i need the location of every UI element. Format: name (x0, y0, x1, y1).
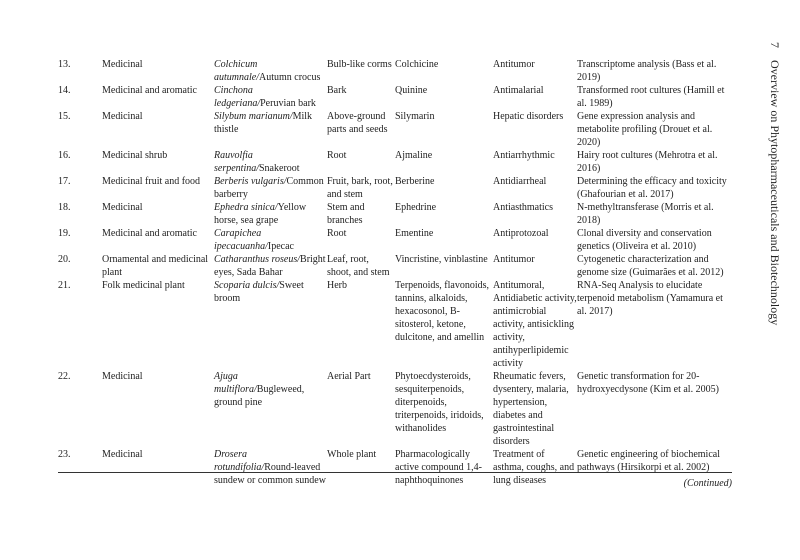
common-name: Autumn crocus (259, 72, 321, 83)
cell-species (214, 448, 327, 500)
cell-species (214, 84, 327, 110)
cell-category: Medicinal (102, 202, 143, 213)
scientific-name: Ajuga multiflora/ (214, 371, 257, 395)
scientific-name: Cinchona ledgeriana/ (214, 85, 261, 109)
table-body (58, 58, 732, 500)
cell-category: Medicinal and aromatic (102, 85, 197, 96)
cell-no: 17. (58, 176, 71, 187)
common-name: Snakeroot (259, 163, 300, 174)
table-row (58, 84, 732, 110)
cell-compound: Silymarin (395, 111, 435, 122)
continued-label: (Continued) (683, 478, 732, 489)
cell-part: Herb (327, 280, 347, 291)
cell-category: Medicinal (102, 111, 143, 122)
cell-activity: Antiprotozoal (493, 228, 549, 239)
cell-no: 18. (58, 202, 71, 213)
cell-study: Transcriptome analysis (Bass et al. 2019) (577, 59, 717, 83)
cell-compound: Ementine (395, 228, 434, 239)
cell-study: Gene expression analysis and metabolite profiling (Drouet et al. 2020) (577, 111, 713, 148)
cell-part: Fruit, bark, root, and stem (327, 176, 393, 200)
common-name: Round-leaved sundew or common sundew (214, 462, 326, 486)
cell-no: 22. (58, 371, 71, 382)
cell-part: Above-ground parts and seeds (327, 111, 388, 135)
scientific-name: Catharanthus roseus/ (214, 254, 301, 265)
cell-no: 14. (58, 85, 71, 96)
cell-species (214, 175, 327, 201)
common-name: Bright eyes, Sada Bahar (214, 254, 326, 278)
common-name: Ipecac (267, 241, 294, 252)
cell-no: 15. (58, 111, 71, 122)
cell-category: Ornamental and medicinal plant (102, 254, 209, 278)
cell-compound: Ajmaline (395, 150, 433, 161)
cell-compound: Colchicine (395, 59, 439, 70)
cell-part: Whole plant (327, 449, 377, 460)
cell-species (214, 227, 327, 253)
cell-species (214, 58, 327, 84)
table-row (58, 279, 732, 370)
table-row (58, 149, 732, 175)
cell-activity: Antitumor (493, 59, 535, 70)
cell-compound: Vincristine, vinblastine (395, 254, 488, 265)
running-title: Overview on Phytopharmaceuticals and Biotechnology (768, 60, 782, 326)
cell-compound: Berberine (395, 176, 435, 187)
cell-no: 19. (58, 228, 71, 239)
scientific-name: Silybum marianum/ (214, 111, 293, 122)
cell-category: Medicinal and aromatic (102, 228, 197, 239)
scientific-name: Rauvolfia serpentina/ (214, 150, 259, 174)
cell-species (214, 201, 327, 227)
table-row (58, 253, 732, 279)
table-row (58, 370, 732, 448)
common-name: Sweet broom (214, 280, 304, 304)
cell-category: Medicinal (102, 449, 143, 460)
cell-compound: Ephedrine (395, 202, 437, 213)
cell-no: 16. (58, 150, 71, 161)
cell-activity: Antiasthmatics (493, 202, 553, 213)
cell-activity: Antimalarial (493, 85, 544, 96)
cell-category: Folk medicinal plant (102, 280, 185, 291)
cell-category: Medicinal shrub (102, 150, 168, 161)
cell-activity: Antiarrhythmic (493, 150, 555, 161)
table-row (58, 175, 732, 201)
cell-no: 20. (58, 254, 71, 265)
common-name: Yellow horse, sea grape (214, 202, 307, 226)
scientific-name: Carapichea ipecacuanha/ (214, 228, 268, 252)
cell-activity: Hepatic disorders (493, 111, 564, 122)
cell-activity: Antitumoral, Antidiabetic activity, antimicrobial activity, antisickling activity, antihyperlipidemic activity (493, 280, 577, 369)
cell-compound: Phytoecdysteroids, sesquiterpenoids, diterpenoids, triterpenoids, iridoids, withanolides (395, 371, 484, 434)
table-row (58, 58, 732, 84)
cell-activity: Antitumor (493, 254, 535, 265)
cell-part: Leaf, root, shoot, and stem (327, 254, 390, 278)
cell-compound: Terpenoids, flavonoids, tannins, alkaloids, hexacosonol, B-sitosterol, ketone, dulcitone, and amellin (395, 280, 490, 343)
common-name: Bugleweed, ground pine (214, 384, 305, 408)
cell-part: Root (327, 228, 347, 239)
cell-study: N-methyltransferase (Morris et al. 2018) (577, 202, 714, 226)
cell-species (214, 370, 327, 448)
cell-species (214, 253, 327, 279)
cell-part: Bulb-like corms (327, 59, 392, 70)
page-number: 7 (768, 42, 782, 48)
cell-part: Stem and branches (327, 202, 365, 226)
scientific-name: Ephedra sinica/ (214, 202, 278, 213)
common-name: Peruvian bark (260, 98, 316, 109)
scientific-name: Drosera rotundifolia/ (214, 449, 265, 473)
cell-activity: Rheumatic fevers, dysentery, malaria, hypertension, diabetes and gastrointestinal disorders (493, 371, 569, 447)
cell-study: Clonal diversity and conservation genetics (Oliveira et al. 2010) (577, 228, 712, 252)
cell-category: Medicinal fruit and food (102, 176, 201, 187)
cell-activity: Antidiarrheal (493, 176, 547, 187)
table-row (58, 201, 732, 227)
side-margin (768, 42, 784, 502)
plant-table (58, 58, 732, 500)
cell-part: Root (327, 150, 347, 161)
table-row (58, 110, 732, 149)
table-row (58, 227, 732, 253)
common-name: Milk thistle (214, 111, 313, 135)
cell-study: Genetic transformation for 20-hydroxyecdysone (Kim et al. 2005) (577, 371, 719, 395)
cell-no: 23. (58, 449, 71, 460)
cell-study: Genetic engineering of biochemical pathways (Hirsikorpi et al. 2002) (577, 449, 720, 473)
cell-study: Hairy root cultures (Mehrotra et al. 2016) (577, 150, 718, 174)
cell-category: Medicinal (102, 59, 143, 70)
cell-part: Bark (327, 85, 347, 96)
cell-study: RNA-Seq Analysis to elucidate terpenoid metabolism (Yamamura et al. 2017) (577, 280, 723, 317)
cell-part: Aerial Part (327, 371, 371, 382)
common-name: Common barberry (214, 176, 324, 200)
cell-study: Cytogenetic characterization and genome size (Guimarães et al. 2012) (577, 254, 724, 278)
scientific-name: Berberis vulgaris/ (214, 176, 287, 187)
cell-species (214, 149, 327, 175)
scientific-name: Colchicum autumnale/ (214, 59, 259, 83)
cell-no: 13. (58, 59, 71, 70)
scientific-name: Scoparia dulcis/ (214, 280, 280, 291)
cell-study: Transformed root cultures (Hamill et al. 1989) (577, 85, 725, 109)
cell-species (214, 279, 327, 370)
cell-study: Determining the efficacy and toxicity (Ghafourian et al. 2017) (577, 176, 727, 200)
cell-category: Medicinal (102, 371, 143, 382)
cell-compound: Pharmacologically active compound 1,4-naphthoquinones (395, 449, 482, 486)
table-bottom-rule (58, 472, 732, 473)
cell-species (214, 110, 327, 149)
cell-compound: Quinine (395, 85, 428, 96)
table-row (58, 448, 732, 500)
cell-activity: Treatment of asthma, coughs, and lung diseases (493, 449, 575, 486)
cell-no: 21. (58, 280, 71, 291)
